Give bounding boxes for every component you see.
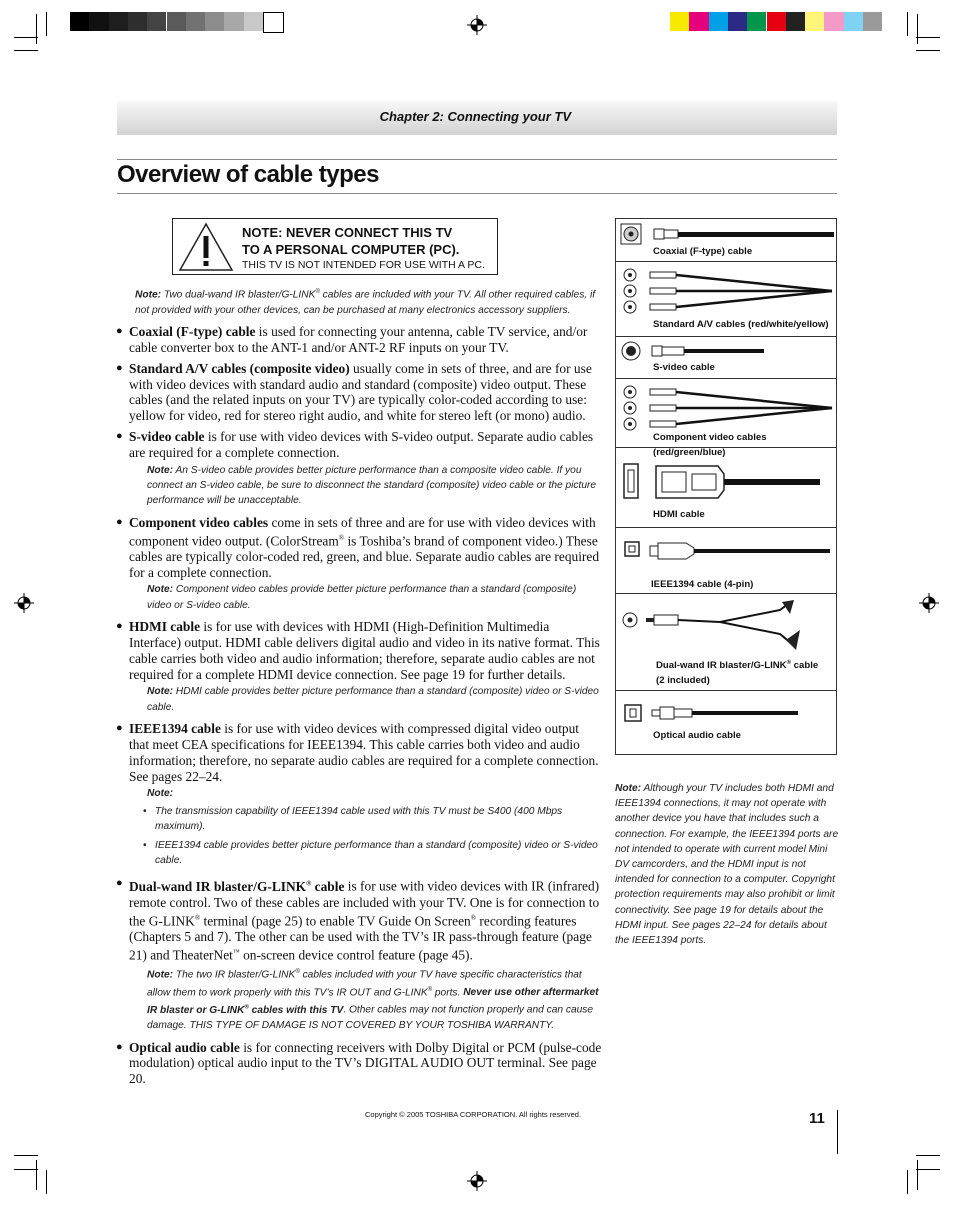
page-number: 11	[809, 1110, 825, 1127]
calibration-swatch	[670, 12, 689, 31]
main-text-column	[117, 285, 602, 1092]
cable-row-av	[616, 262, 836, 337]
term-ir-blaster: Dual-wand IR blaster/G-LINK® cable	[129, 878, 345, 894]
cable-row-hdmi	[616, 448, 836, 528]
calibration-swatch	[824, 12, 843, 31]
note-label: Note:	[147, 686, 174, 698]
calibration-swatch	[128, 12, 147, 31]
list-item-hdmi	[117, 619, 602, 715]
calibration-swatch	[147, 12, 166, 31]
cable-label-coaxial: Coaxial (F-type) cable	[653, 246, 753, 257]
registered-mark: ®	[470, 913, 477, 922]
warning-heading	[242, 224, 492, 258]
cable-row-ieee	[616, 528, 836, 594]
intro-note	[135, 285, 602, 318]
ir-blaster-cable-icon	[620, 600, 836, 652]
desc-svideo: is for use with video devices with S-video output. Separate audio cables are required for a complete connection.	[129, 428, 594, 460]
cable-label-component: Component video cables (red/green/blue)	[653, 432, 767, 458]
calibration-swatch	[89, 12, 108, 31]
desc-ir: on-screen device control feature (page 45).	[239, 947, 473, 963]
list-item-ir-blaster	[117, 876, 602, 1033]
desc-hdmi: is for use with devices with HDMI (High-Definition Multimedia Interface) output. HDMI cable delivers digital audio and video in its native format. This cable carries both video and audio information; therefore, separate audio cables are not required for a complete HDMI device connection. See page 19 for further details.	[129, 619, 600, 682]
cable-label-optical: Optical audio cable	[653, 730, 741, 741]
note-label: Note:	[147, 788, 174, 800]
intro-note-label: Note:	[135, 289, 162, 301]
desc-coaxial: is used for connecting your antenna, cable TV service, and/or cable converter box to the ANT-1 and/or ANT-2 RF inputs on your TV.	[129, 324, 588, 355]
desc-ir: recording features (Chapters 5 and 7). The other can be used with the TV’s IR pass-through feature (page 21) and TheaterNet	[129, 913, 592, 963]
registered-mark: ®	[786, 660, 792, 666]
note-label: Note:	[147, 464, 174, 476]
term-coaxial: Coaxial (F-type) cable	[129, 324, 256, 340]
cable-label-svideo: S-video cable	[653, 362, 715, 373]
term-optical: Optical audio cable	[129, 1039, 240, 1055]
term-svideo: S-video cable	[129, 428, 205, 444]
calibration-swatch	[205, 12, 224, 31]
cable-row-svideo	[616, 337, 836, 379]
cable-label-hdmi: HDMI cable	[653, 509, 705, 520]
chapter-title: Chapter 2: Connecting your TV	[379, 109, 571, 124]
registration-mark-icon	[467, 15, 487, 35]
calibration-swatch	[109, 12, 128, 31]
hdmi-cable-icon	[622, 462, 832, 502]
calibration-swatch	[689, 12, 708, 31]
note-label: Note:	[147, 969, 174, 981]
side-note	[615, 781, 841, 948]
desc-ir: terminal (page 25) to enable TV Guide On Screen	[200, 913, 471, 929]
desc-component: is Toshiba’s brand of component video.) These cables are typically color-coded red, green, and blue. Separate audio cables are required for a complete connection.	[129, 533, 600, 580]
note-text: An S-video cable provides better picture performance than a composite video cable. If you connect an S-video cable, be sure to disconnect the standard (composite) video cable or the picture performance will be unacceptable.	[147, 464, 597, 507]
coaxial-cable-icon	[620, 222, 836, 246]
registered-mark: ®	[194, 913, 201, 922]
intro-note-text: Two dual-wand IR blaster/G-LINK	[161, 289, 316, 301]
calibration-swatch	[786, 12, 805, 31]
list-item-av	[117, 361, 602, 424]
desc-av: usually come in sets of three, and are for use with video devices with standard audio and standard (composite) video output. These cables (and the related inputs on your TV) are typically color-coded according to use: yellow for video, red for stereo right audio, and white for stereo left (or mono) audio.	[129, 360, 592, 424]
cable-row-component	[616, 379, 836, 458]
calibration-swatch	[863, 12, 882, 31]
note-ieee-bullet: • IEEE1394 cable provides better picture performance than a standard (composite) video or S-video cable.	[129, 838, 602, 869]
cable-label-av: Standard A/V cables (red/white/yellow)	[653, 319, 829, 330]
note-text: Component video cables provide better picture performance than a standard (composite) video or S-video cable.	[147, 584, 577, 611]
component-cable-icon	[620, 384, 836, 432]
note-component	[147, 582, 602, 613]
desc-ir: is for use with video devices with IR (infrared) remote control. Two of these cables are included with your TV. One is for connection to the G-LINK	[129, 878, 600, 929]
calibration-swatch	[186, 12, 205, 31]
list-item-optical	[117, 1040, 602, 1087]
list-item-component	[117, 515, 602, 613]
note-ir: Note: The two IR blaster/G-LINK® cables included with your TV have specific characteristics that allow them to work properly with this TV’s IR OUT and G-LINK® ports. Never use other aftermarket IR blaster or G-LINK® cables with this TV. Other cables may not function properly and can cause damage. THIS TYPE OF DAMAGE IS NOT COVERED BY YOUR TOSHIBA WARRANTY.	[147, 968, 599, 1032]
registration-mark-icon	[919, 593, 939, 613]
calibration-swatch	[224, 12, 243, 31]
warning-heading-line1: NOTE: NEVER CONNECT THIS TV	[242, 225, 453, 240]
calibration-swatch	[709, 12, 728, 31]
cable-label-ir-blaster: Dual-wand IR blaster/G-LINK® cable (2 included)	[656, 660, 819, 687]
list-item-ieee	[117, 721, 602, 868]
cable-label-ir-count: (2 included)	[656, 675, 710, 687]
cable-label-ieee: IEEE1394 cable (4-pin)	[651, 579, 754, 590]
registration-mark-icon	[14, 593, 34, 613]
warning-subtext: THIS TV IS NOT INTENDED FOR USE WITH A PC.	[242, 259, 485, 271]
cable-row-ir-blaster	[616, 594, 836, 691]
calibration-swatch	[747, 12, 766, 31]
term-hdmi: HDMI cable	[129, 619, 201, 635]
calibration-swatch	[263, 12, 284, 33]
ieee1394-cable-icon	[624, 540, 836, 562]
title-rule-top	[117, 159, 837, 160]
registration-mark-icon	[467, 1171, 487, 1191]
trademark-mark: ™	[232, 947, 240, 956]
note-label: Note:	[147, 584, 174, 596]
page-title: Overview of cable types	[117, 161, 379, 188]
term-ieee: IEEE1394 cable	[129, 721, 221, 737]
registered-mark: ®	[315, 289, 320, 295]
pc-warning-box	[172, 218, 498, 275]
optical-cable-icon	[624, 703, 834, 723]
title-rule-bottom	[117, 193, 837, 194]
cable-row-coaxial	[616, 219, 836, 262]
calibration-swatch	[844, 12, 863, 31]
note-svideo	[147, 463, 602, 509]
calibration-swatch	[767, 12, 786, 31]
warning-heading-line2: TO A PERSONAL COMPUTER (PC).	[242, 242, 460, 257]
desc-component: come in sets of three and are for use with video devices with component video output. (ColorStream	[129, 514, 596, 549]
term-component: Component video cables	[129, 514, 269, 530]
side-note-label: Note:	[615, 783, 642, 794]
calibration-swatch	[244, 12, 263, 31]
cable-row-optical	[616, 691, 836, 755]
calibration-swatch	[805, 12, 824, 31]
registered-mark: ®	[306, 879, 312, 888]
side-note-text: Although your TV includes both HDMI and IEEE1394 connections, it may not operate with another device you have that includes such a connection. For example, the IEEE1394 ports are not intended to operate with current model Mini DV camcorders, and the HDMI input is not intended for connection to a computer. Copyright protection requirements may also prohibit or limit connectivity. See page 19 for details about the HDMI input. See pages 22–24 for details about the IEEE1394 ports.	[615, 783, 839, 947]
cable-illustration-panel	[615, 218, 837, 755]
calibration-swatch	[70, 12, 89, 31]
calibration-swatch	[728, 12, 747, 31]
av-cable-icon	[620, 267, 836, 315]
list-item-coaxial	[117, 324, 602, 356]
note-text: HDMI cable provides better picture performance than a standard (composite) video or S-video cable.	[147, 686, 599, 713]
note-hdmi	[147, 684, 602, 715]
term-av: Standard A/V cables (composite video)	[129, 360, 350, 376]
registered-mark: ®	[338, 533, 345, 542]
copyright-notice: Copyright © 2005 TOSHIBA CORPORATION. All rights reserved.	[365, 1110, 582, 1119]
calibration-swatch	[167, 12, 186, 31]
warning-exclamation-icon	[178, 222, 234, 272]
desc-ieee: is for use with video devices with compressed digital video output that meet CEA specifications for IEEE1394. This cable carries both video and audio information; therefore, no separate audio cables are required for a complete connection. See pages 22–24.	[129, 721, 599, 784]
note-ieee-bullet: • The transmission capability of IEEE1394 cable used with this TV must be S400 (400 Mbps maximum).	[129, 804, 602, 835]
page-number-rule	[837, 1110, 838, 1154]
svideo-cable-icon	[620, 340, 836, 362]
intro-note-text: cables are included with your TV. All other required cables, if not provided with your other devices, can be purchased at many electronics accessory suppliers.	[135, 289, 596, 316]
desc-optical: is for connecting receivers with Dolby Digital or PCM (pulse-code modulation) optical audio input to the TV’s DIGITAL AUDIO OUT terminal. See page 20.	[129, 1039, 602, 1087]
note-ieee	[147, 786, 602, 801]
list-item-svideo	[117, 429, 602, 509]
